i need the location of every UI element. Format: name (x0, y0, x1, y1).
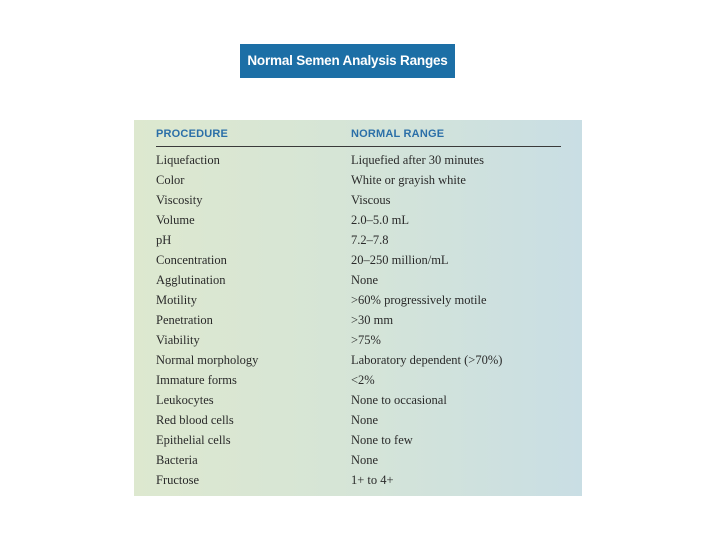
procedure-cell: Motility (156, 293, 197, 307)
normal-range-cell: 1+ to 4+ (351, 473, 394, 487)
table-row (134, 311, 582, 331)
table-row (134, 271, 582, 291)
normal-range-cell: White or grayish white (351, 173, 466, 187)
normal-range-cell: >75% (351, 333, 381, 347)
normal-range-cell: 7.2–7.8 (351, 233, 389, 247)
procedure-cell: Bacteria (156, 453, 198, 467)
normal-range-cell: >60% progressively motile (351, 293, 487, 307)
normal-range-cell: Liquefied after 30 minutes (351, 153, 484, 167)
procedure-cell: Liquefaction (156, 153, 220, 167)
procedure-cell: Leukocytes (156, 393, 214, 407)
table-row (134, 331, 582, 351)
procedure-cell: pH (156, 233, 172, 247)
table-title: Normal Semen Analysis Ranges (240, 44, 455, 78)
normal-range-cell: Viscous (351, 193, 391, 207)
procedure-cell: Immature forms (156, 373, 237, 387)
normal-range-cell: <2% (351, 373, 375, 387)
table-row (134, 431, 582, 451)
normal-range-cell: None (351, 453, 379, 467)
procedure-cell: Epithelial cells (156, 433, 231, 447)
normal-range-cell: Laboratory dependent (>70%) (351, 353, 503, 367)
table-row (134, 451, 582, 471)
procedure-cell: Penetration (156, 313, 213, 327)
table-row (134, 291, 582, 311)
normal-range-column-header: NORMAL RANGE (351, 128, 445, 140)
procedure-cell: Viability (156, 333, 200, 347)
normal-range-cell: None to few (351, 433, 413, 447)
table-row (134, 191, 582, 211)
table-row (134, 251, 582, 271)
procedure-cell: Normal morphology (156, 353, 259, 367)
normal-range-cell: None (351, 273, 379, 287)
procedure-cell: Viscosity (156, 193, 203, 207)
table-row (134, 391, 582, 411)
normal-range-cell: >30 mm (351, 313, 394, 327)
procedure-cell: Volume (156, 213, 195, 227)
table-body (134, 151, 582, 491)
normal-range-cell: None (351, 413, 379, 427)
table-row (134, 351, 582, 371)
table-row (134, 231, 582, 251)
header-divider (156, 146, 561, 147)
procedure-cell: Fructose (156, 473, 200, 487)
table-row (134, 171, 582, 191)
table-row (134, 471, 582, 491)
normal-range-cell: 2.0–5.0 mL (351, 213, 409, 227)
table-row (134, 211, 582, 231)
procedure-cell: Agglutination (156, 273, 226, 287)
table-header-row (134, 120, 582, 146)
table-row (134, 411, 582, 431)
procedure-cell: Color (156, 173, 185, 187)
semen-analysis-table (134, 120, 582, 496)
table-row (134, 151, 582, 171)
normal-range-cell: 20–250 million/mL (351, 253, 449, 267)
table-row (134, 371, 582, 391)
procedure-cell: Concentration (156, 253, 227, 267)
procedure-cell: Red blood cells (156, 413, 234, 427)
procedure-column-header: PROCEDURE (156, 128, 229, 140)
normal-range-cell: None to occasional (351, 393, 447, 407)
